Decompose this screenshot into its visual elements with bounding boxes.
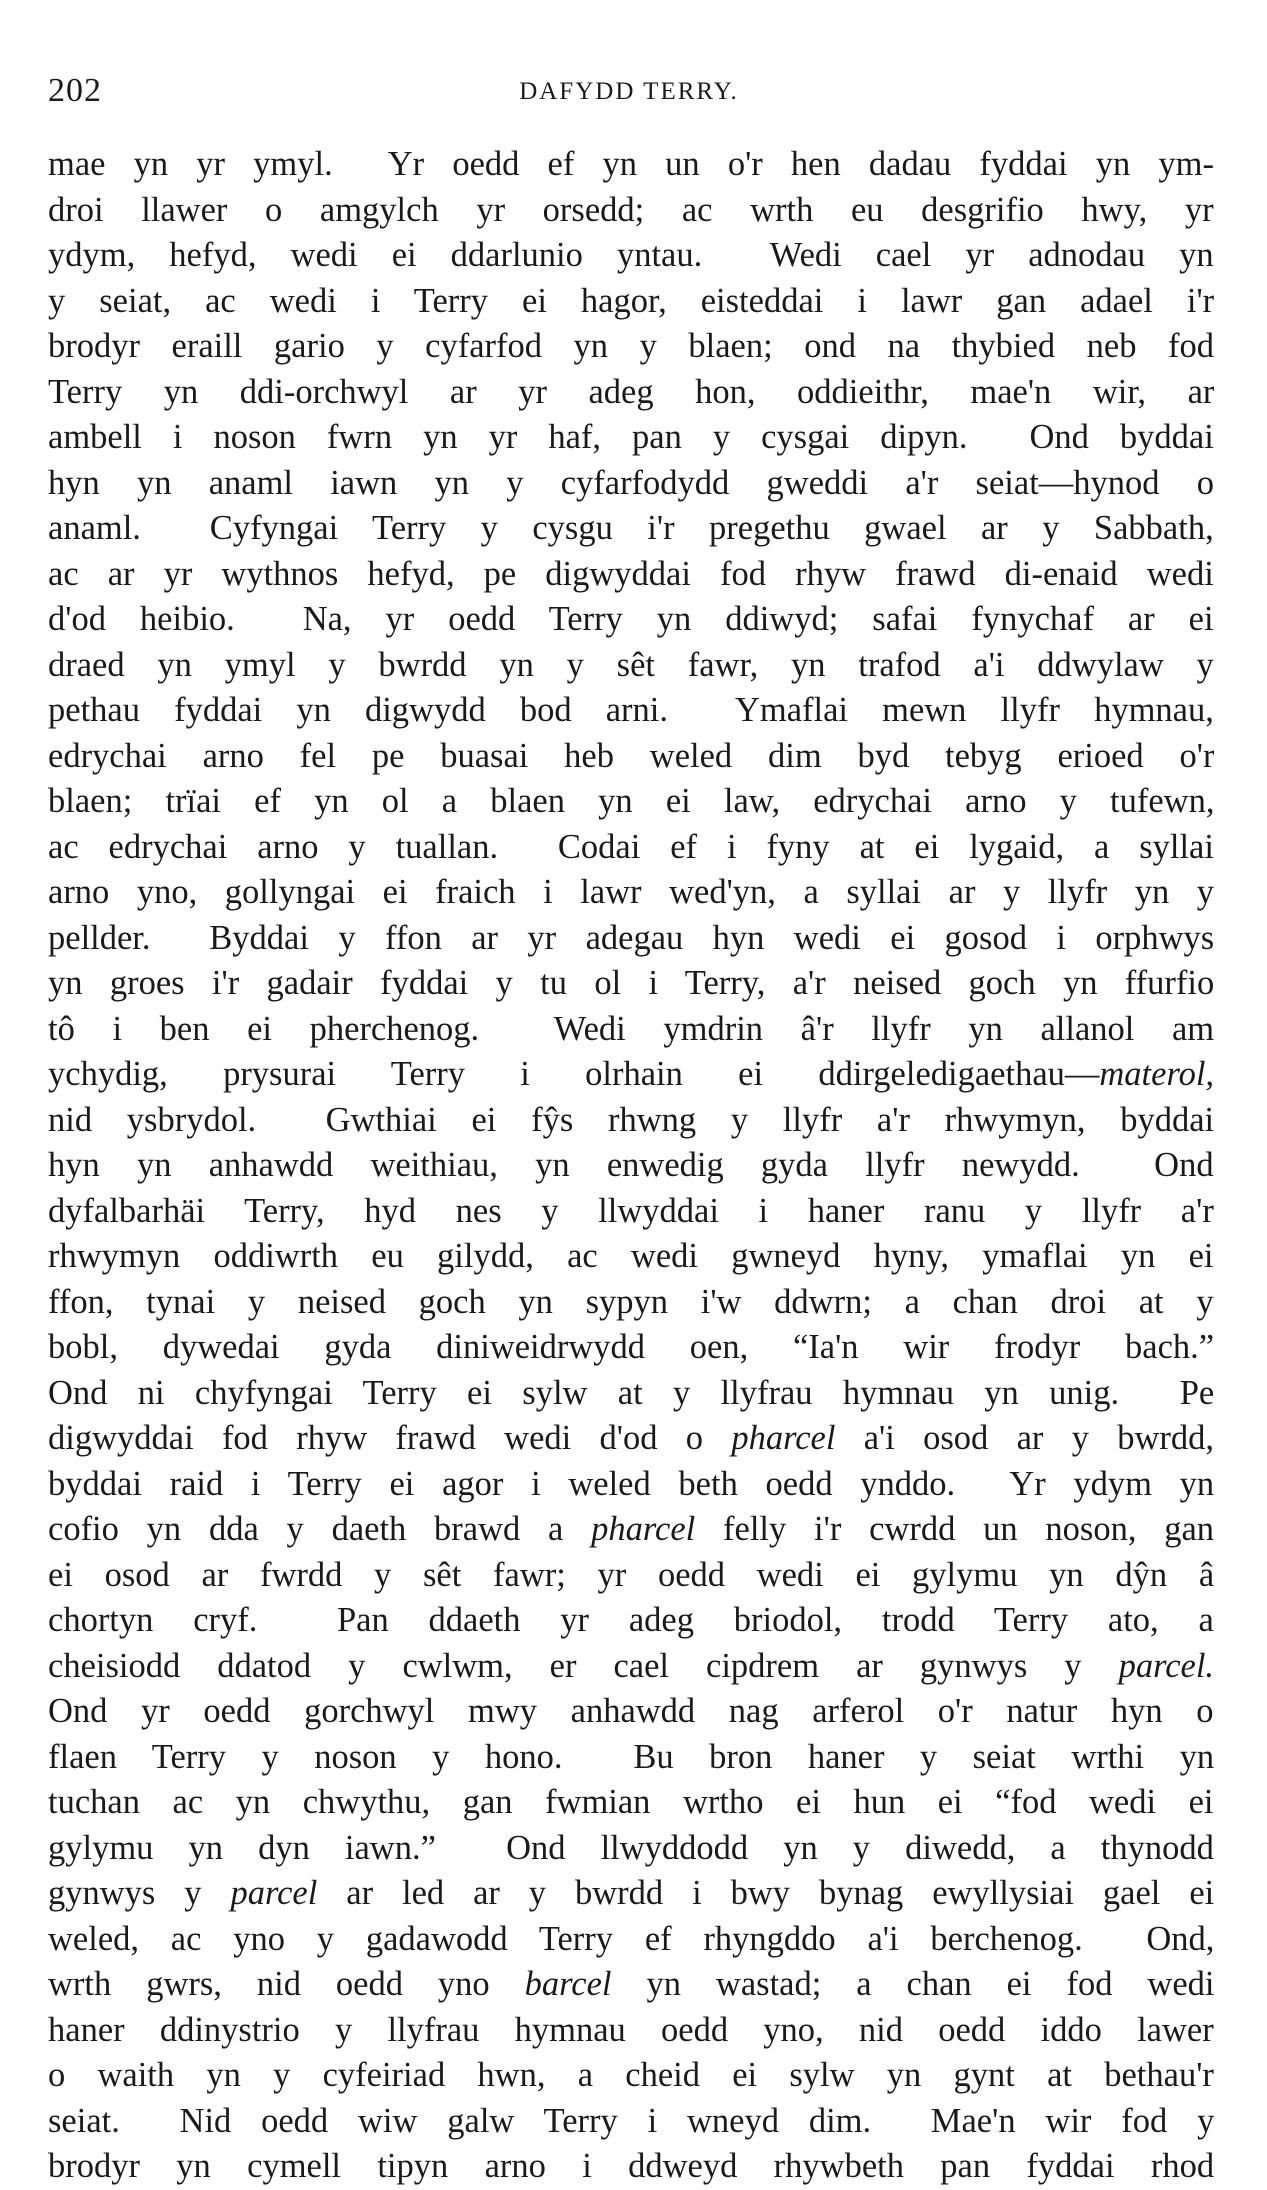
text-segment: Terry yn ddi-orchwyl ar yr adeg hon, oddieithr, mae'n wir, ar bbox=[48, 372, 1214, 411]
text-line bbox=[48, 1689, 1214, 1735]
text-line-content bbox=[48, 1325, 1214, 1371]
text-segment: a'i osod ar y bwrdd, bbox=[835, 1419, 1214, 1457]
text-segment: o waith yn y cyfeiriad hwn, a cheid ei sylw yn gynt at bethau'r bbox=[48, 2056, 1214, 2094]
text-segment: seiat. Nid oedd wiw galw Terry i wneyd dim. Mae'n wir fod y bbox=[48, 2101, 1214, 2140]
text-segment: ffon, tynai y neised goch yn sypyn i'w ddwrn; a chan droi at y bbox=[48, 1282, 1214, 1321]
text-line bbox=[48, 552, 1214, 598]
text-line-content bbox=[48, 1052, 1214, 1098]
text-line bbox=[48, 1644, 1214, 1690]
text-segment: gynwys y bbox=[48, 1874, 231, 1912]
text-line-content bbox=[48, 279, 1214, 325]
text-line bbox=[48, 1598, 1214, 1644]
text-line bbox=[48, 1416, 1214, 1462]
text-segment: felly i'r cwrdd un noson, gan bbox=[695, 1510, 1214, 1548]
text-segment: ac ar yr wythnos hefyd, pe digwyddai fod rhyw frawd di-enaid wedi bbox=[48, 554, 1214, 593]
text-segment: draed yn ymyl y bwrdd yn y sêt fawr, yn trafod a'i ddwylaw y bbox=[48, 645, 1214, 684]
text-segment: ar led ar y bwrdd i bwy bynag ewyllysiai gael ei bbox=[317, 1874, 1214, 1912]
text-line-content bbox=[48, 1371, 1214, 1417]
text-line bbox=[48, 2099, 1214, 2145]
text-line bbox=[48, 1917, 1214, 1963]
text-segment: weled, ac yno y gadawodd Terry ef rhyngddo a'i berchenog. Ond, bbox=[48, 1919, 1214, 1958]
page-number: 202 bbox=[48, 72, 102, 109]
text-segment: dyfalbarhäi Terry, hyd nes y llwyddai i haner ranu y llyfr a'r bbox=[48, 1191, 1214, 1230]
text-line bbox=[48, 1007, 1214, 1053]
text-line bbox=[48, 1098, 1214, 1144]
text-line-content bbox=[48, 961, 1214, 1007]
text-line bbox=[48, 324, 1214, 370]
text-line bbox=[48, 233, 1214, 279]
text-segment: cheisiodd ddatod y cwlwm, er cael cipdrem ar gynwys y bbox=[48, 1646, 1119, 1685]
text-segment: pellder. Byddai y ffon ar yr adegau hyn wedi ei gosod i orphwys bbox=[48, 918, 1214, 957]
text-segment: edrychai arno fel pe buasai heb weled dim byd tebyg erioed o'r bbox=[48, 736, 1214, 775]
text-line-content bbox=[48, 142, 1214, 188]
text-line-content bbox=[48, 1644, 1214, 1690]
text-line-content bbox=[48, 1553, 1214, 1599]
italic-text: barcel bbox=[524, 1965, 612, 2003]
text-segment: brodyr eraill gario y cyfarfod yn y blaen; ond na thybied neb fod bbox=[48, 327, 1214, 365]
text-segment: ambell i noson fwrn yn yr haf, pan y cysgai dipyn. Ond byddai bbox=[48, 418, 1214, 456]
text-line-content bbox=[48, 1416, 1214, 1462]
text-line-content bbox=[48, 597, 1214, 643]
text-segment: mae yn yr ymyl. Yr oedd ef yn un o'r hen dadau fyddai yn ym- bbox=[48, 145, 1214, 183]
text-line bbox=[48, 1462, 1214, 1508]
text-line bbox=[48, 506, 1214, 552]
text-line-content bbox=[48, 1098, 1214, 1144]
text-line-content bbox=[48, 1689, 1214, 1735]
text-line bbox=[48, 688, 1214, 734]
italic-text: pharcel bbox=[731, 1419, 836, 1457]
text-line-content bbox=[48, 1598, 1214, 1644]
text-segment: Ond yr oedd gorchwyl mwy anhawdd nag arferol o'r natur hyn o bbox=[48, 1692, 1214, 1730]
text-line bbox=[48, 1780, 1214, 1826]
text-line-content bbox=[48, 415, 1214, 461]
text-line bbox=[48, 370, 1214, 416]
text-segment: haner ddinystrio y llyfrau hymnau oedd yno, nid oedd iddo lawer bbox=[48, 2010, 1214, 2049]
text-line-content bbox=[48, 1280, 1214, 1326]
text-line-content bbox=[48, 1189, 1214, 1235]
text-line bbox=[48, 961, 1214, 1007]
text-line bbox=[48, 2053, 1214, 2099]
text-line bbox=[48, 1143, 1214, 1189]
text-line bbox=[48, 1234, 1214, 1280]
text-line bbox=[48, 1371, 1214, 1417]
italic-text: parcel. bbox=[1118, 1646, 1214, 1685]
text-line-content bbox=[48, 461, 1214, 507]
text-line bbox=[48, 1826, 1214, 1872]
text-line-content bbox=[48, 1735, 1214, 1781]
text-line-content bbox=[48, 370, 1214, 416]
text-segment: brodyr yn cymell tipyn arno i ddweyd rhywbeth pan fyddai rhod bbox=[48, 2147, 1214, 2185]
text-line bbox=[48, 415, 1214, 461]
text-line-content bbox=[48, 643, 1214, 689]
text-line bbox=[48, 1507, 1214, 1553]
text-line-content bbox=[48, 324, 1214, 370]
text-line-content bbox=[48, 506, 1214, 552]
text-segment: gylymu yn dyn iawn.” Ond llwyddodd yn y diwedd, a thynodd bbox=[48, 1828, 1214, 1867]
text-line-content bbox=[48, 734, 1214, 780]
text-line-content bbox=[48, 825, 1214, 871]
text-line-content bbox=[48, 1780, 1214, 1826]
text-segment: hyn yn anaml iawn yn y cyfarfodydd gweddi a'r seiat—hynod o bbox=[48, 463, 1214, 502]
text-segment: pethau fyddai yn digwydd bod arni. Ymaflai mewn llyfr hymnau, bbox=[48, 691, 1214, 729]
text-line bbox=[48, 2008, 1214, 2054]
text-line bbox=[48, 279, 1214, 325]
text-segment: tô i ben ei pherchenog. Wedi ymdrin â'r llyfr yn allanol am bbox=[48, 1009, 1214, 1048]
text-line-content bbox=[48, 1234, 1214, 1280]
text-segment: yn groes i'r gadair fyddai y tu ol i Terry, a'r neised goch yn ffurfio bbox=[48, 964, 1214, 1002]
text-line bbox=[48, 2144, 1214, 2190]
text-line-content bbox=[48, 1143, 1214, 1189]
text-segment: hyn yn anhawdd weithiau, yn enwedig gyda llyfr newydd. Ond bbox=[48, 1146, 1214, 1184]
text-segment: chortyn cryf. Pan ddaeth yr adeg briodol, trodd Terry ato, a bbox=[48, 1601, 1214, 1639]
text-line-content bbox=[48, 1917, 1214, 1963]
running-head bbox=[48, 72, 1210, 112]
text-line-content bbox=[48, 1507, 1214, 1553]
text-line-content bbox=[48, 779, 1214, 825]
text-line-content bbox=[48, 1462, 1214, 1508]
text-segment: bobl, dywedai gyda diniweidrwydd oen, “Ia'n wir frodyr bach.” bbox=[48, 1328, 1214, 1366]
text-line bbox=[48, 870, 1214, 916]
text-segment: blaen; trïai ef yn ol a blaen yn ei law, edrychai arno y tufewn, bbox=[48, 782, 1214, 820]
text-line bbox=[48, 188, 1214, 234]
body-text bbox=[48, 142, 1214, 2190]
text-segment: ei osod ar fwrdd y sêt fawr; yr oedd wedi ei gylymu yn dŷn â bbox=[48, 1555, 1214, 1594]
text-line-content bbox=[48, 1962, 1214, 2008]
text-line bbox=[48, 1962, 1214, 2008]
text-line-content bbox=[48, 2099, 1214, 2145]
text-segment: ac edrychai arno y tuallan. Codai ef i fyny at ei lygaid, a syllai bbox=[48, 827, 1214, 866]
text-line bbox=[48, 779, 1214, 825]
text-line bbox=[48, 142, 1214, 188]
text-segment: y seiat, ac wedi i Terry ei hagor, eisteddai i lawr gan adael i'r bbox=[48, 281, 1214, 320]
text-segment: rhwymyn oddiwrth eu gilydd, ac wedi gwneyd hyny, ymaflai yn ei bbox=[48, 1237, 1214, 1275]
text-line bbox=[48, 1871, 1214, 1917]
text-segment: wrth gwrs, nid oedd yno bbox=[48, 1965, 525, 2003]
italic-text: pharcel bbox=[591, 1510, 696, 1548]
text-line-content bbox=[48, 2008, 1214, 2054]
text-line bbox=[48, 1189, 1214, 1235]
text-line bbox=[48, 825, 1214, 871]
text-segment: cofio yn dda y daeth brawd a bbox=[48, 1510, 592, 1548]
text-line-content bbox=[48, 688, 1214, 734]
text-segment: d'od heibio. Na, yr oedd Terry yn ddiwyd; safai fynychaf ar ei bbox=[48, 600, 1214, 638]
text-line-content bbox=[48, 1871, 1214, 1917]
text-segment: yn wastad; a chan ei fod wedi bbox=[611, 1965, 1214, 2003]
text-line bbox=[48, 916, 1214, 962]
text-line-content bbox=[48, 1826, 1214, 1872]
text-line-content bbox=[48, 188, 1214, 234]
text-segment: arno yno, gollyngai ei fraich i lawr wed'yn, a syllai ar y llyfr yn y bbox=[48, 873, 1214, 911]
text-line-content bbox=[48, 1007, 1214, 1053]
text-line-content bbox=[48, 233, 1214, 279]
text-line bbox=[48, 1735, 1214, 1781]
text-line bbox=[48, 1280, 1214, 1326]
text-line bbox=[48, 1325, 1214, 1371]
text-segment: ydym, hefyd, wedi ei ddarlunio yntau. Wedi cael yr adnodau yn bbox=[48, 236, 1214, 274]
text-line bbox=[48, 461, 1214, 507]
text-segment: nid ysbrydol. Gwthiai ei fŷs rhwng y llyfr a'r rhwymyn, byddai bbox=[48, 1100, 1214, 1139]
running-title: DAFYDD TERRY. bbox=[519, 78, 739, 105]
text-line bbox=[48, 1553, 1214, 1599]
text-line-content bbox=[48, 552, 1214, 598]
text-segment: flaen Terry y noson y hono. Bu bron haner y seiat wrthi yn bbox=[48, 1737, 1214, 1776]
text-segment: tuchan ac yn chwythu, gan fwmian wrtho ei hun ei “fod wedi ei bbox=[48, 1783, 1214, 1821]
italic-text: materol, bbox=[1099, 1055, 1214, 1093]
text-line-content bbox=[48, 2053, 1214, 2099]
text-segment: byddai raid i Terry ei agor i weled beth oedd ynddo. Yr ydym yn bbox=[48, 1464, 1214, 1503]
text-line-content bbox=[48, 916, 1214, 962]
text-segment: digwyddai fod rhyw frawd wedi d'od o bbox=[48, 1419, 732, 1457]
text-line bbox=[48, 643, 1214, 689]
text-line-content bbox=[48, 870, 1214, 916]
text-segment: droi llawer o amgylch yr orsedd; ac wrth eu desgrifio hwy, yr bbox=[48, 190, 1214, 229]
text-line bbox=[48, 597, 1214, 643]
text-segment: anaml. Cyfyngai Terry y cysgu i'r pregethu gwael ar y Sabbath, bbox=[48, 509, 1214, 547]
italic-text: parcel bbox=[230, 1874, 318, 1912]
text-line bbox=[48, 734, 1214, 780]
text-segment: Ond ni chyfyngai Terry ei sylw at y llyfrau hymnau yn unig. Pe bbox=[48, 1373, 1214, 1412]
text-line bbox=[48, 1052, 1214, 1098]
text-segment: ychydig, prysurai Terry i olrhain ei ddirgeledigaethau— bbox=[48, 1055, 1100, 1093]
text-line-content bbox=[48, 2144, 1214, 2190]
